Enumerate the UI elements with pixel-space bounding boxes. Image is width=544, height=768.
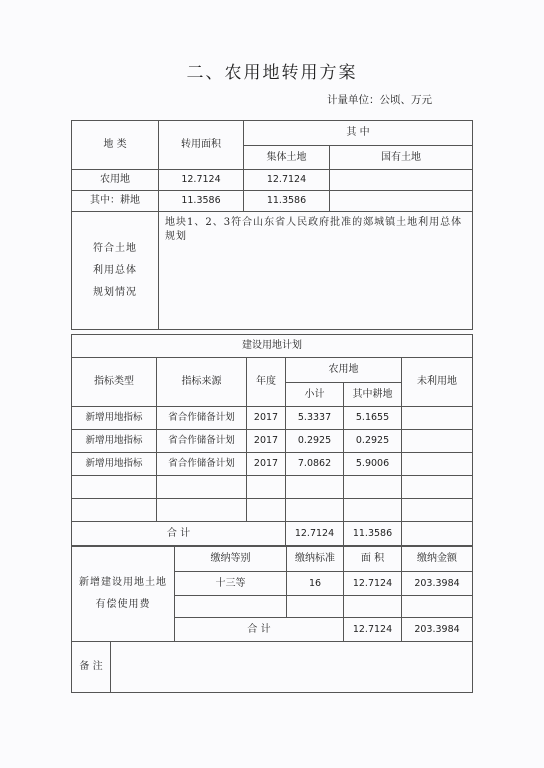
empty-cell xyxy=(157,499,247,522)
empty-cell xyxy=(286,476,344,499)
fee-label-line: 有偿使用费 xyxy=(95,599,151,610)
subtotal-header: 小计 xyxy=(286,383,344,407)
empty-cell xyxy=(344,596,402,618)
empty-cell xyxy=(402,476,473,499)
table-row xyxy=(72,191,473,212)
indicator-source-cell: 省合作储备计划 xyxy=(157,430,247,453)
empty-cell xyxy=(72,499,157,522)
fee-total-area: 12.7124 xyxy=(344,618,402,642)
construction-plan-title: 建设用地计划 xyxy=(72,335,473,358)
collective-cell: 12.7124 xyxy=(244,170,330,191)
remarks-label: 备 注 xyxy=(72,642,111,693)
empty-cell xyxy=(247,476,286,499)
total-label: 合 计 xyxy=(72,522,286,546)
empty-cell xyxy=(402,596,473,618)
subtotal-cell: 5.3337 xyxy=(286,407,344,430)
plan-compliance-text: 地块1、2、3符合山东省人民政府批准的郯城镇土地利用总体规划 xyxy=(159,212,473,330)
cultivated-header: 其中耕地 xyxy=(344,383,402,407)
unused-cell xyxy=(402,407,473,430)
indicator-source-cell: 省合作储备计划 xyxy=(157,453,247,476)
standard-header: 缴纳标准 xyxy=(287,547,344,572)
empty-cell xyxy=(247,499,286,522)
year-cell: 2017 xyxy=(247,430,286,453)
empty-cell xyxy=(344,499,402,522)
total-subtotal: 12.7124 xyxy=(286,522,344,546)
converted-area-header: 转用面积 xyxy=(159,121,244,170)
unused-cell xyxy=(402,430,473,453)
remarks-content xyxy=(111,642,473,693)
table-row xyxy=(72,430,473,453)
construction-plan-table xyxy=(71,334,473,546)
standard-cell: 16 xyxy=(287,572,344,596)
empty-cell xyxy=(402,499,473,522)
empty-cell xyxy=(157,476,247,499)
total-row xyxy=(72,522,473,546)
empty-cell xyxy=(402,522,473,546)
fee-label xyxy=(72,547,175,642)
collective-land-header: 集体土地 xyxy=(244,146,330,170)
subtotal-cell: 0.2925 xyxy=(286,430,344,453)
fee-table xyxy=(71,546,473,642)
indicator-type-cell: 新增用地指标 xyxy=(72,453,157,476)
area-cell: 11.3586 xyxy=(159,191,244,212)
fee-label-line: 新增建设用地土地 xyxy=(79,577,167,588)
row-label: 其中：耕地 xyxy=(72,191,159,212)
farmland-header: 农用地 xyxy=(286,358,402,383)
cultivated-cell: 5.1655 xyxy=(344,407,402,430)
remarks-table xyxy=(71,641,473,693)
fee-area-header: 面 积 xyxy=(344,547,402,572)
empty-cell xyxy=(175,596,287,618)
indicator-type-cell: 新增用地指标 xyxy=(72,407,157,430)
table-row xyxy=(72,407,473,430)
indicator-type-cell: 新增用地指标 xyxy=(72,430,157,453)
total-cultivated: 11.3586 xyxy=(344,522,402,546)
area-cell: 12.7124 xyxy=(159,170,244,191)
indicator-source-header: 指标来源 xyxy=(157,358,247,407)
year-header: 年度 xyxy=(247,358,286,407)
of-which-header: 其 中 xyxy=(244,121,473,146)
amount-header: 缴纳金额 xyxy=(402,547,473,572)
row-label: 农用地 xyxy=(72,170,159,191)
empty-cell xyxy=(72,476,157,499)
grade-cell: 十三等 xyxy=(175,572,287,596)
empty-cell xyxy=(344,476,402,499)
plan-label-line: 规划情况 xyxy=(93,286,137,298)
plan-label-line: 符合土地 xyxy=(93,242,137,254)
amount-cell: 203.3984 xyxy=(402,572,473,596)
cultivated-cell: 0.2925 xyxy=(344,430,402,453)
fee-total-amount: 203.3984 xyxy=(402,618,473,642)
table-row xyxy=(72,453,473,476)
unused-land-header: 未利用地 xyxy=(402,358,473,407)
indicator-source-cell: 省合作储备计划 xyxy=(157,407,247,430)
grade-header: 缴纳等别 xyxy=(175,547,287,572)
subtotal-cell: 7.0862 xyxy=(286,453,344,476)
fee-area-cell: 12.7124 xyxy=(344,572,402,596)
page-title: 二、农用地转用方案 xyxy=(186,63,358,83)
table-row-empty xyxy=(72,476,473,499)
collective-cell: 11.3586 xyxy=(244,191,330,212)
table-row xyxy=(72,170,473,191)
year-cell: 2017 xyxy=(247,407,286,430)
indicator-type-header: 指标类型 xyxy=(72,358,157,407)
table-row-empty xyxy=(72,499,473,522)
empty-cell xyxy=(286,499,344,522)
state-land-header: 国有土地 xyxy=(330,146,473,170)
fee-total-label: 合 计 xyxy=(175,618,344,642)
plan-label-line: 利用总体 xyxy=(93,264,137,276)
unused-cell xyxy=(402,453,473,476)
empty-cell xyxy=(287,596,344,618)
unit-note: 计量单位：公顷、万元 xyxy=(327,94,432,106)
state-cell xyxy=(330,191,473,212)
cultivated-cell: 5.9006 xyxy=(344,453,402,476)
state-cell xyxy=(330,170,473,191)
plan-compliance-label xyxy=(72,212,159,330)
year-cell: 2017 xyxy=(247,453,286,476)
land-conversion-table xyxy=(71,120,473,330)
land-type-header: 地 类 xyxy=(72,121,159,170)
